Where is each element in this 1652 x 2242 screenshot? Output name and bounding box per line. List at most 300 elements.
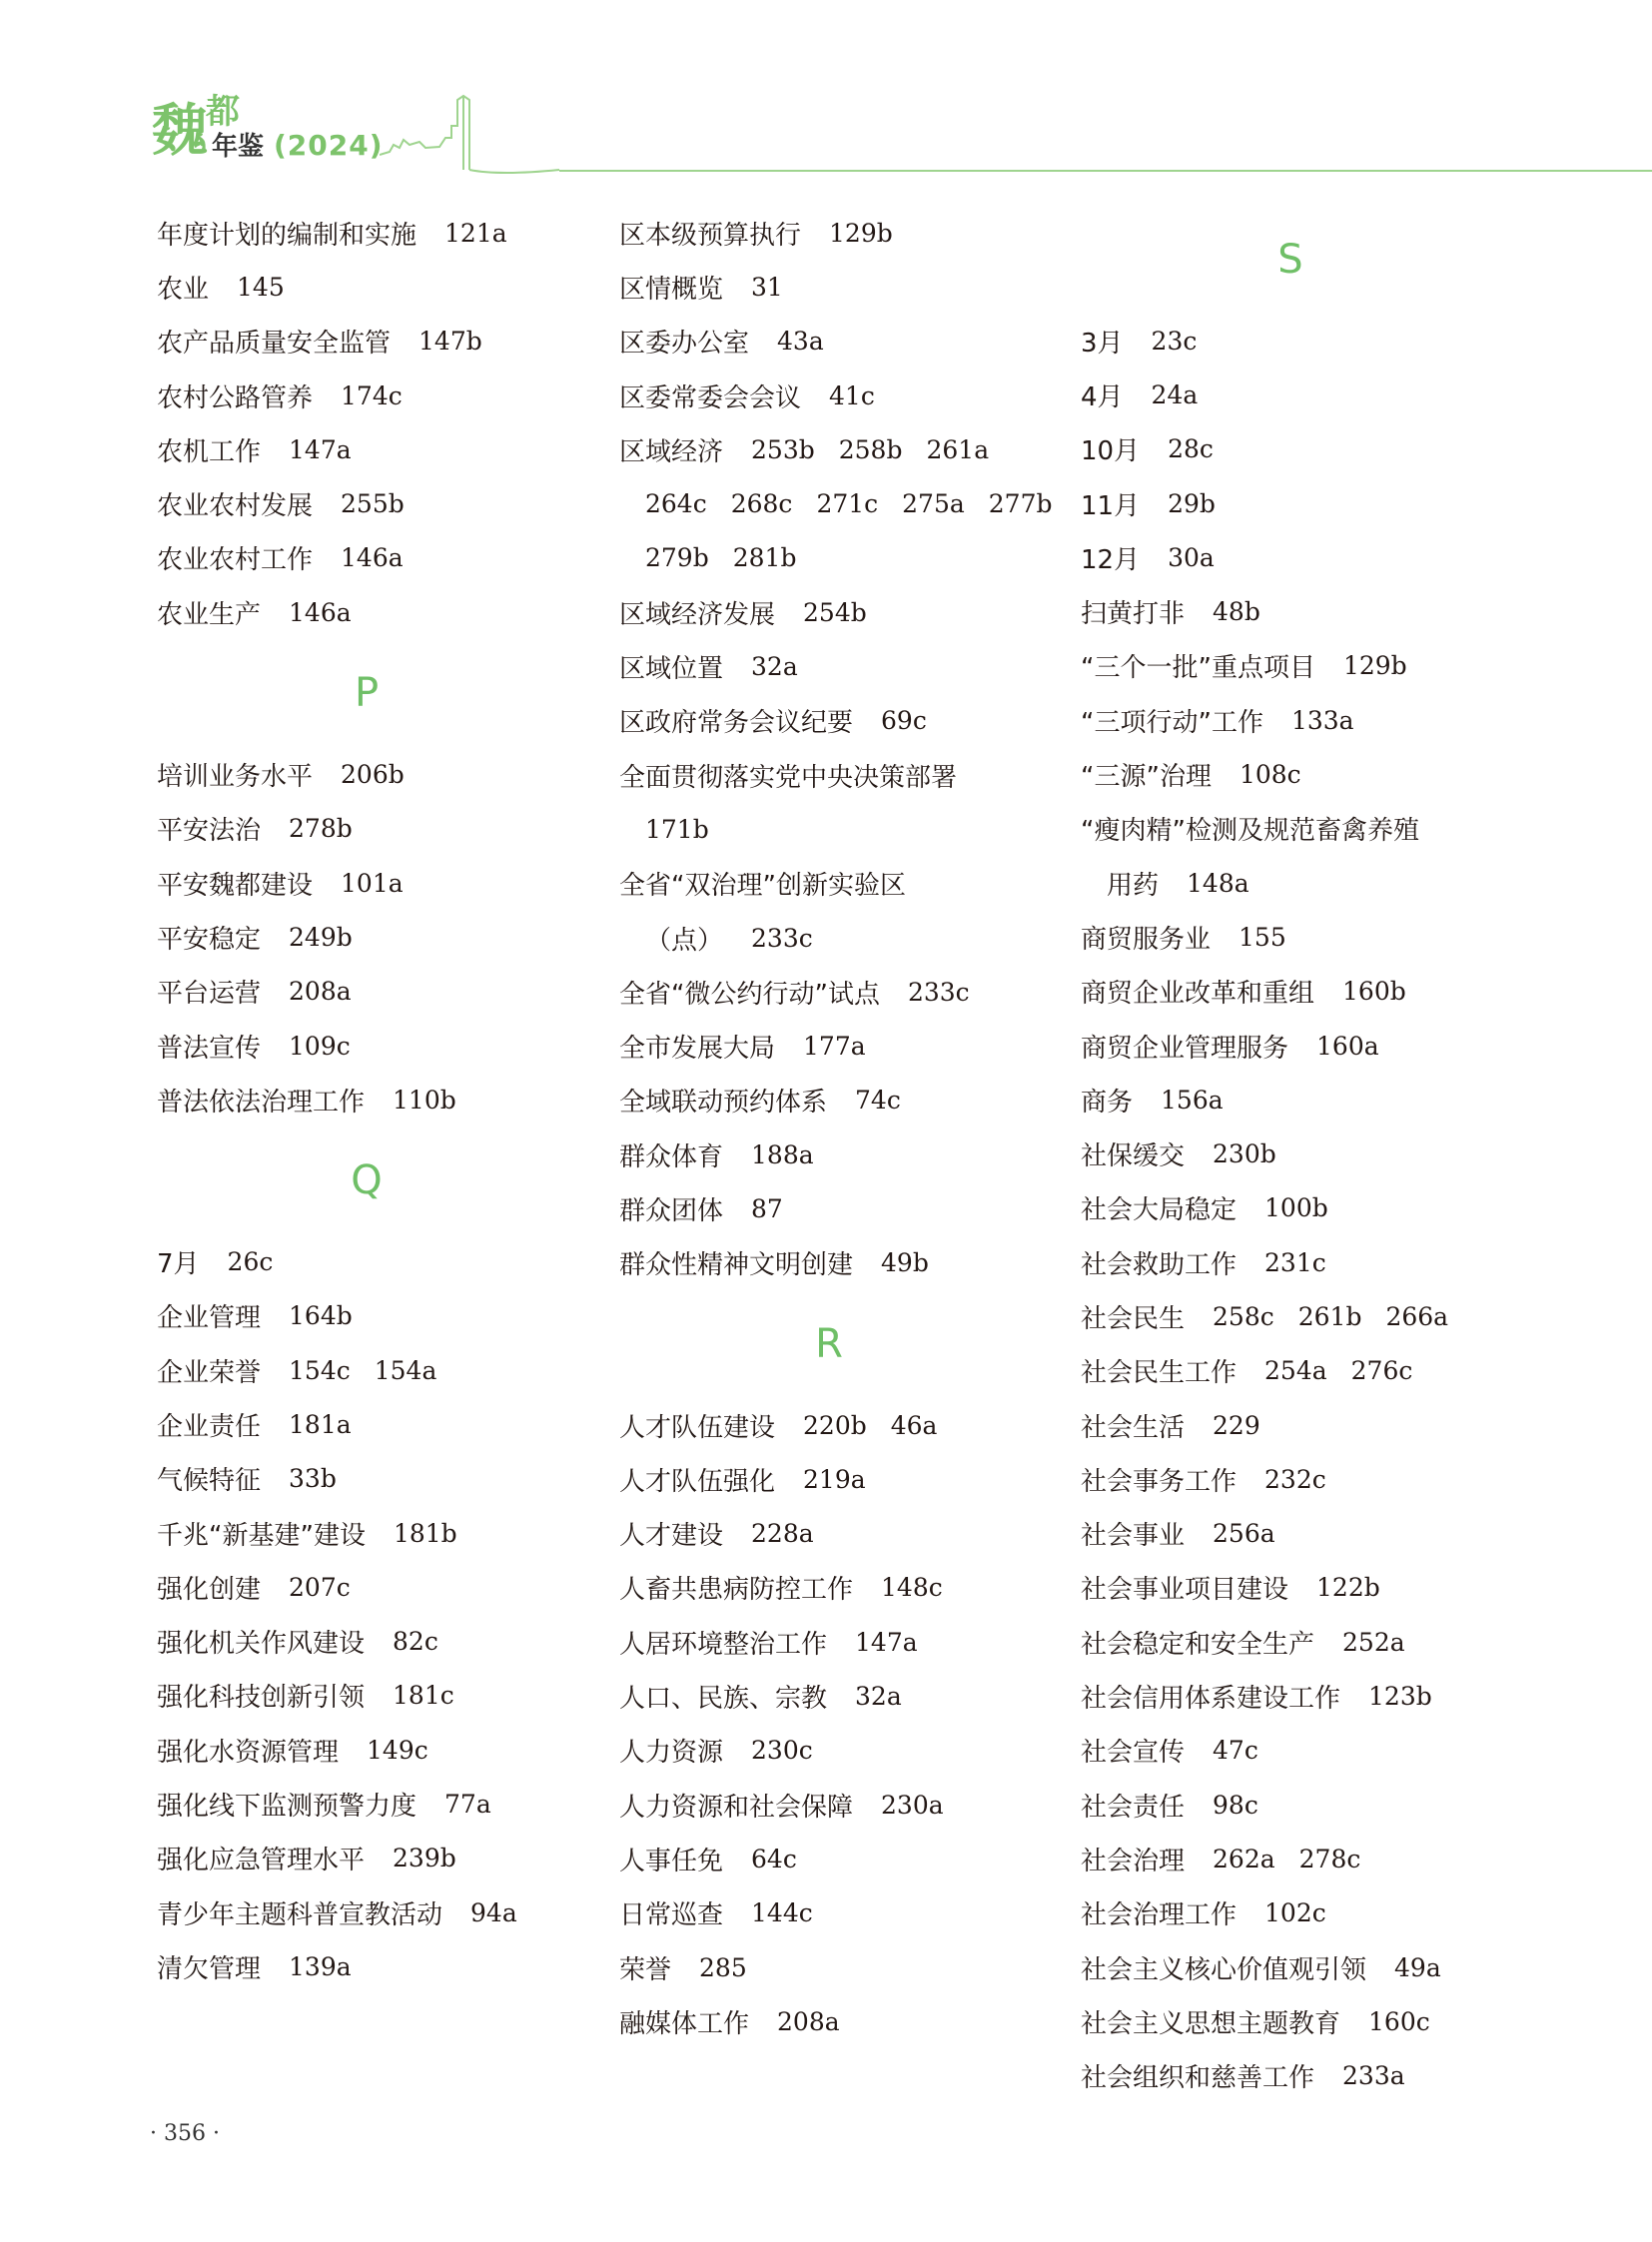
page-reference: 155 <box>1239 922 1286 952</box>
index-term: 区域位置 <box>619 654 724 685</box>
index-entry <box>157 1777 576 1831</box>
index-term: 培训业务水平 <box>157 762 314 793</box>
page-reference: 74c <box>855 1086 901 1116</box>
index-term: 区委常委会会议 <box>619 382 802 413</box>
page-reference: 147b <box>418 327 482 357</box>
page-reference: 129b <box>829 218 893 248</box>
index-term: 10月 <box>1081 436 1141 467</box>
index-term: 商贸企业改革和重组 <box>1081 979 1315 1010</box>
page-reference: 94a <box>470 1897 517 1927</box>
page-reference: 133a <box>1290 705 1354 735</box>
index-entry <box>157 1397 576 1451</box>
index-term: 群众性精神文明创建 <box>619 1250 854 1281</box>
page-reference: 148c <box>881 1573 943 1603</box>
logo-main-char: 魏 <box>152 99 208 164</box>
index-term: 社会民生工作 <box>1081 1358 1238 1389</box>
page-reference: 262a <box>1213 1844 1275 1873</box>
page-reference: 139a <box>289 1951 352 1981</box>
index-term: 社会事业项目建设 <box>1081 1575 1289 1606</box>
logo-yearbook: 年鉴 <box>212 132 265 162</box>
index-term: 普法依法治理工作 <box>157 1087 366 1118</box>
index-entry <box>619 1615 1053 1669</box>
page-reference: 48b <box>1213 597 1260 627</box>
page-reference: 100b <box>1264 1193 1328 1223</box>
page-reference: 108c <box>1239 760 1301 790</box>
page-reference: 164b <box>289 1301 353 1331</box>
index-entry <box>157 1723 576 1777</box>
index-entry <box>1081 747 1500 801</box>
index-entry <box>157 1832 576 1885</box>
index-column-3 <box>1081 206 1500 2103</box>
index-entry <box>157 965 576 1019</box>
index-entry <box>1081 1181 1500 1235</box>
page-reference: 64c <box>751 1844 797 1873</box>
index-term: 区域经济 <box>619 436 724 467</box>
index-term: （点） <box>645 925 724 956</box>
index-term: 社会生活 <box>1081 1412 1186 1443</box>
index-entry <box>1081 1724 1500 1778</box>
index-entry-continuation <box>619 802 1053 856</box>
index-term: 社会治理工作 <box>1081 1900 1238 1931</box>
index-entry <box>157 1506 576 1560</box>
index-entry <box>619 639 1053 693</box>
index-term: 社会大局稳定 <box>1081 1195 1238 1226</box>
index-entry <box>1081 1615 1500 1669</box>
index-entry-continuation <box>1081 856 1500 910</box>
index-entry <box>157 802 576 856</box>
index-entry <box>157 1452 576 1506</box>
page-reference: 279b <box>645 543 709 573</box>
index-term: 农业 <box>157 274 210 305</box>
page-reference: 160b <box>1342 977 1406 1007</box>
index-term: 社会宣传 <box>1081 1738 1186 1769</box>
page-reference: 281b <box>732 543 797 573</box>
page-reference: 109c <box>289 1031 351 1061</box>
index-entry <box>619 206 1053 260</box>
index-term: 强化创建 <box>157 1574 262 1605</box>
index-entry <box>157 206 576 260</box>
page-reference: 29b <box>1168 488 1216 518</box>
section-letter: P <box>354 670 380 717</box>
page-reference: 156a <box>1161 1085 1224 1115</box>
index-term: 清欠管理 <box>157 1953 262 1984</box>
index-entry <box>619 1832 1053 1885</box>
index-entry <box>157 1234 576 1288</box>
page-reference: 101a <box>341 868 404 898</box>
page-reference: 253b <box>751 434 815 464</box>
index-entry <box>1081 1669 1500 1723</box>
page-reference: 145 <box>237 272 285 302</box>
section-letter: Q <box>351 1157 383 1204</box>
logo-sub-char: 都 <box>206 92 240 132</box>
index-term: 人居环境整治工作 <box>619 1629 828 1660</box>
index-entry <box>619 1669 1053 1723</box>
page-reference: 32a <box>751 652 798 682</box>
index-term: 农机工作 <box>157 436 262 467</box>
page-reference: 258b <box>838 434 903 464</box>
page-reference: 30a <box>1168 542 1215 572</box>
index-entry <box>157 476 576 530</box>
index-column-1 <box>157 206 576 1994</box>
index-term: 青少年主题科普宣教活动 <box>157 1899 443 1930</box>
page-reference: 43a <box>777 327 824 357</box>
index-term: 全市发展大局 <box>619 1034 776 1065</box>
page-reference: 33b <box>289 1464 337 1494</box>
page-reference: 82c <box>393 1627 438 1657</box>
index-term: 商贸企业管理服务 <box>1081 1033 1289 1064</box>
section-letter: R <box>815 1320 843 1367</box>
index-term: 3月 <box>1081 328 1124 359</box>
index-entry <box>157 910 576 964</box>
page-reference: 230c <box>751 1736 813 1766</box>
page-reference: 233c <box>907 977 970 1007</box>
page-reference: 122b <box>1316 1573 1380 1603</box>
page-reference: 228a <box>751 1519 814 1549</box>
page-reference: 98c <box>1213 1790 1258 1820</box>
index-term: 农产品质量安全监管 <box>157 329 392 360</box>
index-entry <box>1081 584 1500 638</box>
page-reference: 69c <box>881 706 927 736</box>
index-entry <box>619 748 1053 802</box>
page-reference: 261a <box>926 434 990 464</box>
index-term: 年度计划的编制和实施 <box>157 220 417 251</box>
page-reference: 147a <box>855 1627 918 1657</box>
page-reference: 102c <box>1264 1898 1326 1928</box>
index-entry <box>157 369 576 422</box>
index-entry <box>157 1019 576 1073</box>
page-reference: 188a <box>751 1139 814 1169</box>
logo-year: (2024) <box>274 129 384 162</box>
index-entry <box>1081 1289 1500 1343</box>
page-reference: 23c <box>1151 326 1198 356</box>
page-reference: 146a <box>341 543 404 573</box>
page-reference: 87 <box>751 1193 783 1223</box>
index-term: 企业管理 <box>157 1303 262 1334</box>
index-entry <box>157 1560 576 1614</box>
index-term: 人才建设 <box>619 1521 724 1552</box>
index-entry <box>1081 1507 1500 1561</box>
index-entry <box>1081 910 1500 964</box>
page-reference: 275a <box>902 489 965 519</box>
index-entry <box>619 369 1053 422</box>
index-term: 强化水资源管理 <box>157 1737 340 1768</box>
index-entry <box>157 747 576 801</box>
index-entry <box>1081 1832 1500 1885</box>
page-reference: 24a <box>1151 379 1199 409</box>
index-term: 11月 <box>1081 490 1141 521</box>
index-entry <box>157 1615 576 1669</box>
page-reference: 149c <box>367 1735 428 1765</box>
index-term: 社会信用体系建设工作 <box>1081 1684 1341 1715</box>
index-entry <box>619 1019 1053 1073</box>
index-entry <box>1081 639 1500 693</box>
skyline-icon <box>380 90 579 180</box>
index-entry <box>1081 314 1500 368</box>
page-reference: 266a <box>1385 1301 1449 1331</box>
index-term: 人才队伍建设 <box>619 1412 776 1443</box>
index-entry <box>1081 802 1500 856</box>
index-term: 强化科技创新引领 <box>157 1683 366 1714</box>
page-reference: 276c <box>1350 1356 1413 1386</box>
index-entry <box>157 531 576 585</box>
page-reference: 28c <box>1168 434 1214 464</box>
index-term: 区政府常务会议纪要 <box>619 708 854 739</box>
page-reference: 207c <box>289 1572 351 1602</box>
index-term: “瘦肉精”检测及规范畜禽养殖 <box>1081 816 1419 847</box>
index-entry <box>619 1181 1053 1235</box>
index-entry <box>619 965 1053 1019</box>
index-entry <box>619 694 1053 748</box>
page-reference: 231c <box>1264 1247 1326 1277</box>
page-reference: 271c <box>816 489 879 519</box>
index-term: 4月 <box>1081 381 1124 412</box>
index-term: “三项行动”工作 <box>1081 707 1263 738</box>
index-term: 气候特征 <box>157 1466 262 1497</box>
page-reference: 146a <box>289 597 352 627</box>
page-reference: 255b <box>341 489 405 519</box>
page-reference: 252a <box>1342 1627 1405 1657</box>
page-reference: 258c <box>1213 1301 1274 1331</box>
page-reference: 208a <box>777 2006 840 2036</box>
page-reference: 254a <box>1264 1356 1327 1386</box>
index-term: 人力资源和社会保障 <box>619 1792 854 1823</box>
index-term: 全域联动预约体系 <box>619 1088 828 1119</box>
index-term: 社会治理 <box>1081 1846 1186 1876</box>
index-entry <box>157 1073 576 1126</box>
index-term: 平安魏都建设 <box>157 870 314 901</box>
index-entry <box>1081 1073 1500 1126</box>
index-entry <box>1081 1235 1500 1289</box>
index-term: 用药 <box>1107 870 1160 901</box>
index-entry <box>157 1939 576 1993</box>
page-reference: 206b <box>341 760 405 790</box>
page-reference: 229 <box>1213 1410 1260 1440</box>
page-reference: 41c <box>829 380 875 410</box>
index-entry <box>157 1289 576 1343</box>
index-term: 人口、民族、宗教 <box>619 1684 828 1715</box>
index-term: 人才队伍强化 <box>619 1466 776 1497</box>
index-entry-continuation <box>619 911 1053 965</box>
index-term: 全面贯彻落实党中央决策部署 <box>619 762 958 793</box>
header-rule <box>559 170 1652 172</box>
index-entry-continuation <box>619 531 1053 585</box>
index-entry <box>619 1452 1053 1506</box>
index-entry <box>619 1886 1053 1940</box>
page-reference: 264c <box>645 489 707 519</box>
page-reference: 26c <box>227 1247 274 1277</box>
index-entry <box>1081 422 1500 476</box>
page-reference: 285 <box>699 1952 747 1982</box>
index-term: 群众团体 <box>619 1195 724 1226</box>
index-term: 全省“微公约行动”试点 <box>619 979 880 1010</box>
index-term: 强化机关作风建设 <box>157 1629 366 1660</box>
index-entry <box>1081 1940 1500 1994</box>
index-entry <box>1081 1886 1500 1940</box>
index-term: 强化线下监测预警力度 <box>157 1792 417 1823</box>
page-reference: 154a <box>374 1355 437 1385</box>
index-term: 人事任免 <box>619 1846 724 1876</box>
index-entry <box>619 260 1053 314</box>
page-reference: 49b <box>881 1248 929 1278</box>
index-entry <box>1081 476 1500 530</box>
page-reference: 171b <box>645 814 709 844</box>
index-entry <box>619 857 1053 911</box>
page-reference: 249b <box>289 922 353 952</box>
index-term: 社会责任 <box>1081 1792 1186 1823</box>
index-entry <box>619 1507 1053 1561</box>
page-reference: 268c <box>730 489 793 519</box>
index-term: 农业生产 <box>157 599 262 630</box>
page-reference: 47c <box>1213 1736 1258 1766</box>
index-term: 社会民生 <box>1081 1303 1186 1334</box>
page-reference: 160c <box>1368 2006 1430 2036</box>
index-term: 扫黄打非 <box>1081 599 1186 630</box>
index-entry <box>619 585 1053 639</box>
index-entry <box>157 856 576 910</box>
index-entry <box>157 585 576 639</box>
index-entry <box>1081 1019 1500 1073</box>
index-entry <box>619 1398 1053 1452</box>
index-term: 企业责任 <box>157 1411 262 1442</box>
page-reference: 121a <box>444 218 507 248</box>
page-reference: 239b <box>393 1844 456 1873</box>
index-term: 区本级预算执行 <box>619 220 802 251</box>
index-term: 融媒体工作 <box>619 2008 750 2039</box>
index-entry <box>619 422 1053 476</box>
index-term: “三个一批”重点项目 <box>1081 653 1315 684</box>
page-reference: 230b <box>1213 1139 1276 1169</box>
index-entry <box>157 1343 576 1397</box>
index-term: 人畜共患病防控工作 <box>619 1575 854 1606</box>
index-term: 12月 <box>1081 544 1141 575</box>
page-reference: 208a <box>289 977 352 1007</box>
index-entry <box>1081 1778 1500 1832</box>
page-reference: 230a <box>881 1790 944 1820</box>
index-term: 人力资源 <box>619 1738 724 1769</box>
page-reference: 181a <box>289 1409 352 1439</box>
index-entry <box>619 1561 1053 1615</box>
index-term: 农村公路管养 <box>157 382 314 413</box>
page-reference: 148a <box>1187 868 1249 898</box>
index-entry <box>619 315 1053 369</box>
index-entry <box>1081 1344 1500 1398</box>
index-term: 社会主义思想主题教育 <box>1081 2008 1341 2039</box>
index-entry <box>157 422 576 476</box>
index-entry <box>619 1236 1053 1290</box>
page-reference: 154c <box>289 1355 351 1385</box>
page-reference: 219a <box>803 1464 866 1494</box>
index-term: 群众体育 <box>619 1141 724 1172</box>
page-reference: 277b <box>988 489 1053 519</box>
index-term: 社会主义核心价值观引领 <box>1081 1954 1367 1985</box>
page-reference: 31 <box>751 272 783 302</box>
index-entry <box>619 1778 1053 1832</box>
index-term: 社会事务工作 <box>1081 1466 1238 1497</box>
page-reference: 261b <box>1297 1301 1362 1331</box>
index-term: 全省“双治理”创新实验区 <box>619 871 906 902</box>
index-entry <box>1081 1126 1500 1180</box>
page-reference: 256a <box>1213 1519 1275 1549</box>
page-reference: 32a <box>855 1682 902 1712</box>
index-entry <box>1081 530 1500 584</box>
index-entry <box>157 1885 576 1939</box>
index-entry <box>1081 1398 1500 1452</box>
page-number: · 356 · <box>150 2121 220 2146</box>
page-reference: 220b <box>803 1410 867 1440</box>
page-reference: 278b <box>289 814 353 844</box>
index-entry <box>619 1074 1053 1127</box>
index-entry <box>619 1127 1053 1181</box>
page-reference: 254b <box>803 597 867 627</box>
page-reference: 110b <box>393 1085 456 1115</box>
index-term: 商贸服务业 <box>1081 924 1212 955</box>
index-entry <box>619 1724 1053 1778</box>
index-term: 农业农村工作 <box>157 545 314 576</box>
page-reference: 233a <box>1342 2061 1405 2091</box>
index-entry <box>157 1669 576 1723</box>
page-header <box>0 0 1652 190</box>
page-reference: 77a <box>444 1790 491 1820</box>
index-term: 社会救助工作 <box>1081 1249 1238 1280</box>
page-reference: 181b <box>393 1518 457 1548</box>
index-entry-continuation <box>619 476 1053 530</box>
page-reference: 147a <box>289 434 352 464</box>
page-reference: 46a <box>890 1410 938 1440</box>
page-reference: 144c <box>751 1898 813 1928</box>
index-entry <box>157 260 576 314</box>
index-term: 千兆“新基建”建设 <box>157 1520 366 1551</box>
index-entry <box>1081 1561 1500 1615</box>
page-reference: 177a <box>803 1032 866 1062</box>
index-term: 平安法治 <box>157 816 262 847</box>
page-reference: 232c <box>1264 1464 1326 1494</box>
index-term: 社会组织和慈善工作 <box>1081 2063 1315 2094</box>
index-entry <box>1081 693 1500 747</box>
index-term: 区委办公室 <box>619 329 750 360</box>
page-reference: 174c <box>341 380 403 410</box>
index-term: 区情概览 <box>619 274 724 305</box>
index-entry <box>1081 368 1500 421</box>
page-reference: 49a <box>1394 1952 1441 1982</box>
index-column-2 <box>619 206 1053 2049</box>
index-term: 强化应急管理水平 <box>157 1846 366 1876</box>
index-term: 商务 <box>1081 1087 1134 1118</box>
index-term: 社会事业 <box>1081 1521 1186 1552</box>
page-reference: 278c <box>1298 1844 1361 1873</box>
index-term: “三源”治理 <box>1081 762 1212 793</box>
section-letter: S <box>1277 237 1303 283</box>
index-term: 7月 <box>157 1249 200 1280</box>
index-term: 社会稳定和安全生产 <box>1081 1629 1315 1660</box>
index-term: 社保缓交 <box>1081 1141 1186 1172</box>
index-term: 平安稳定 <box>157 924 262 955</box>
index-term: 企业荣誉 <box>157 1357 262 1388</box>
index-entry <box>1081 1994 1500 2048</box>
index-entry <box>619 1994 1053 2048</box>
index-entry <box>1081 2049 1500 2103</box>
index-entry <box>1081 965 1500 1019</box>
index-term: 区域经济发展 <box>619 599 776 630</box>
index-term: 日常巡查 <box>619 1900 724 1931</box>
page-reference: 160a <box>1316 1031 1379 1061</box>
page-reference: 123b <box>1368 1682 1432 1712</box>
index-term: 荣誉 <box>619 1954 672 1985</box>
page-reference: 233c <box>751 923 813 953</box>
index-entry <box>157 315 576 369</box>
index-term: 普法宣传 <box>157 1033 262 1064</box>
index-entry <box>619 1940 1053 1994</box>
index-entry <box>1081 1452 1500 1506</box>
